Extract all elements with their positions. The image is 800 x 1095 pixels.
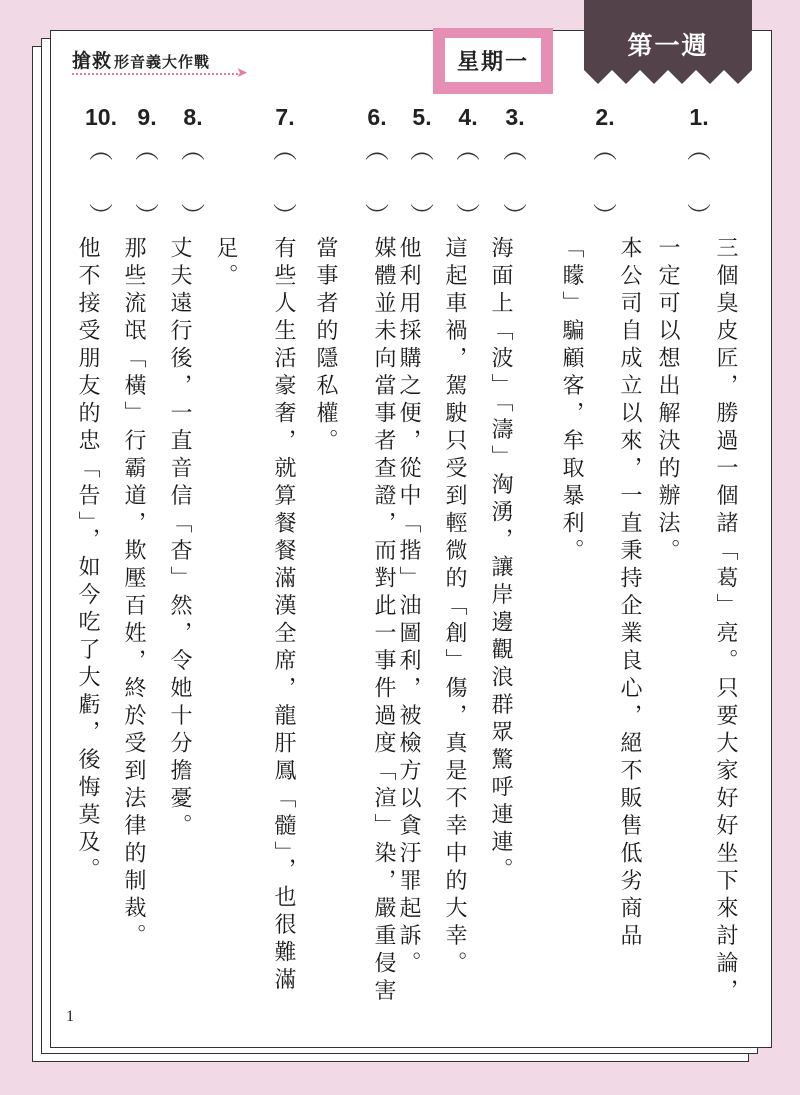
answer-bracket-open: ︵ (181, 136, 205, 164)
page-number: 1 (66, 1008, 74, 1025)
answer-bracket-close: ︶ (89, 202, 113, 230)
question-text: 本公司自成立以來，一直秉持企業良心，絕不販售低劣商品「矇」騙顧客，牟取暴利。 (559, 236, 642, 951)
question-number: 8. (183, 104, 203, 130)
answer-bracket-open: ︵ (89, 136, 113, 164)
question-text: 他利用採購之便，從中「揩」油圖利，被檢方以貪汙罪起訴。 (396, 236, 421, 979)
question-text: 丈夫遠行後，一直音信「杳」然，令她十分擔憂。 (167, 236, 192, 841)
answer-bracket-open: ︵ (410, 136, 434, 164)
question-text: 媒體並未向當事者查證，而對此一事件過度「渲」染，嚴重侵害當事者的隱私權。 (313, 236, 396, 1006)
week-tab (584, 0, 752, 84)
answer-bracket-close: ︶ (456, 202, 480, 230)
series-title-rest: 形音義大作戰 (114, 53, 211, 71)
arrow-right-icon: ➤ (236, 65, 248, 81)
answer-bracket-open: ︵ (135, 136, 159, 164)
question-number: 9. (137, 104, 157, 130)
answer-bracket-open: ︵ (365, 136, 389, 164)
question-text: 三個臭皮匠，勝過一個諸「葛」亮。只要大家好好坐下來討論，一定可以想出解決的辦法。 (655, 236, 738, 1006)
question-number: 2. (595, 104, 615, 130)
answer-bracket-open: ︵ (456, 136, 480, 164)
question-text: 那些流氓「橫」行霸道，欺壓百姓，終於受到法律的制裁。 (121, 236, 146, 951)
answer-bracket-close: ︶ (273, 202, 297, 230)
question-number: 4. (458, 104, 478, 130)
question-text: 海面上「波」「濤」洶湧，讓岸邊觀浪群眾驚呼連連。 (488, 236, 513, 885)
series-title-bold: 搶救 (72, 50, 113, 72)
answer-bracket-close: ︶ (687, 202, 711, 230)
question-number: 1. (689, 104, 709, 130)
week-label: 第一週 (627, 31, 709, 60)
answer-bracket-close: ︶ (365, 202, 389, 230)
question-text: 有些人生活豪奢，就算餐餐滿漢全席，龍肝鳳「髓」，也很難滿足。 (213, 236, 296, 995)
answer-bracket-close: ︶ (135, 202, 159, 230)
series-title (72, 46, 210, 73)
answer-bracket-close: ︶ (410, 202, 434, 230)
answer-bracket-open: ︵ (593, 136, 617, 164)
day-tab (433, 28, 553, 94)
question-number: 3. (505, 104, 525, 130)
question-number: 7. (275, 104, 295, 130)
question-number: 5. (412, 104, 432, 130)
answer-bracket-close: ︶ (593, 202, 617, 230)
answer-bracket-close: ︶ (503, 202, 527, 230)
answer-bracket-open: ︵ (503, 136, 527, 164)
day-label: 星期一 (445, 38, 541, 82)
answer-bracket-open: ︵ (273, 136, 297, 164)
question-text: 這起車禍，駕駛只受到輕微的「創」傷，真是不幸中的大幸。 (442, 236, 467, 979)
question-number: 10. (85, 104, 117, 130)
answer-bracket-open: ︵ (687, 136, 711, 164)
question-text: 他不接受朋友的忠「告」，如今吃了大虧，後悔莫及。 (75, 236, 100, 885)
question-number: 6. (367, 104, 387, 130)
answer-bracket-close: ︶ (181, 202, 205, 230)
dotted-underline (72, 73, 242, 75)
